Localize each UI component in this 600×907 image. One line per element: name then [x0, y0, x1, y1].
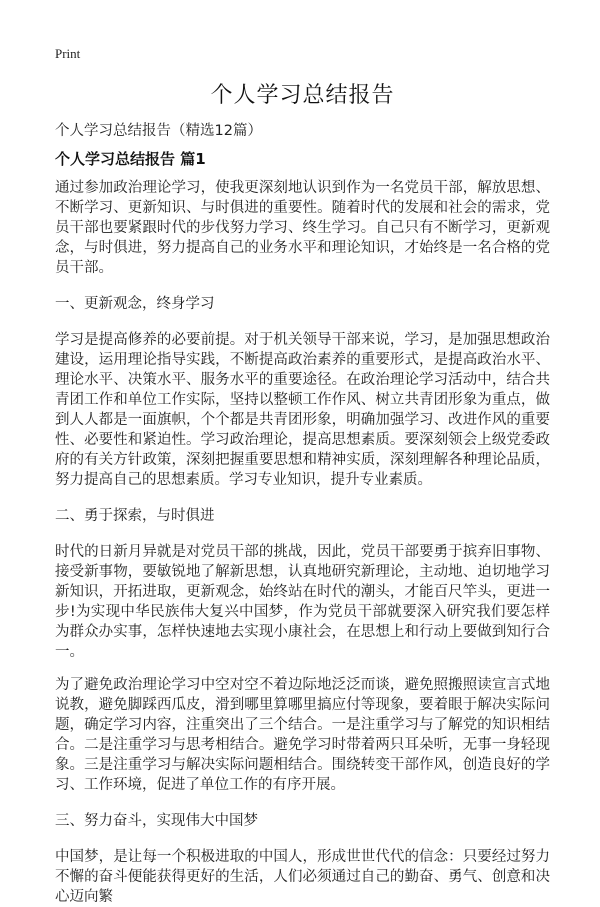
document-title: 个人学习总结报告 — [210, 83, 395, 108]
section-heading-2: 二、勇于探索，与时俱进 — [55, 508, 215, 524]
paragraph-section-3: 中国梦，是让每一个积极进取的中国人，形成世世代代的信念：只要经过努力不懈的奋斗便能获得更好的生活，人们必须通过自己的勤奋、勇气、创意和决心迈向繁 — [55, 849, 550, 905]
document-subtitle: 个人学习总结报告（精选12篇） — [55, 123, 262, 139]
section-heading-3: 三、努力奋斗，实现伟大中国梦 — [55, 813, 258, 829]
paragraph-section-2a: 时代的日新月异就是对党员干部的挑战，因此，党员干部要勇于摈弃旧事物、接受新事物，要敏锐地了解新思想，认真地研究新理论，主动地、迫切地学习新知识，开拓进取，更新观念，始终站在时代的潮头，才能百尺竿头，更进一步!为实现中华民族伟大复兴中国梦，作为党员干部就要深入研究我们要怎样为群众办实事，怎样快速地去实现小康社会，在思想上和行动上要做到知行合一。 — [55, 544, 550, 660]
part-heading: 个人学习总结报告 篇1 — [55, 150, 206, 168]
paragraph-intro: 通过参加政治理论学习，使我更深刻地认识到作为一名党员干部，解放思想、不断学习、更新知识、与时俱进的重要性。随着时代的发展和社会的需求，党员干部也要紧跟时代的步伐努力学习、终生学习。自己只有不断学习，更新观念，与时俱进，努力提高自己的业务水平和理论知识，才始终是一名合格的党员干部。 — [55, 180, 550, 276]
print-link[interactable]: Print — [55, 46, 81, 61]
paragraph-section-1: 学习是提高修养的必要前提。对于机关领导干部来说，学习，是加强思想政治建设，运用理论指导实践，不断提高政治素养的重要形式，是提高政治水平、理论水平、决策水平、服务水平的重要途径。在政治理论学习活动中，结合共青团工作和单位工作实际，坚持以整顿工作作风、树立共青团形象为重点，做到人人都是一面旗帜，个个都是共青团形象，明确加强学习、改进作风的重要性、必要性和紧迫性。学习政治理论，提高思想素质。要深刻领会上级党委政府的有关方针政策，深刻把握重要思想和精神实质，深刻理解各种理论品质，努力提高自己的思想素质。学习专业知识，提升专业素质。 — [55, 332, 550, 488]
paragraph-section-2b: 为了避免政治理论学习中空对空不着边际地泛泛而谈，避免照搬照读宣言式地说教，避免脚踩西瓜皮，滑到哪里算哪里搞应付等现象，要着眼于解决实际问题，确定学习内容，注重突出了三个结合。一是注重学习与了解党的知识相结合。二是注重学习与思考相结合。避免学习时带着两只耳朵听，无事一身轻现象。三是注重学习与解决实际问题相结合。围绕转变干部作风，创造良好的学习、工作环境，促进了单位工作的有序开展。 — [55, 677, 550, 793]
section-heading-1: 一、更新观念，终身学习 — [55, 296, 215, 312]
document-body — [55, 178, 550, 907]
